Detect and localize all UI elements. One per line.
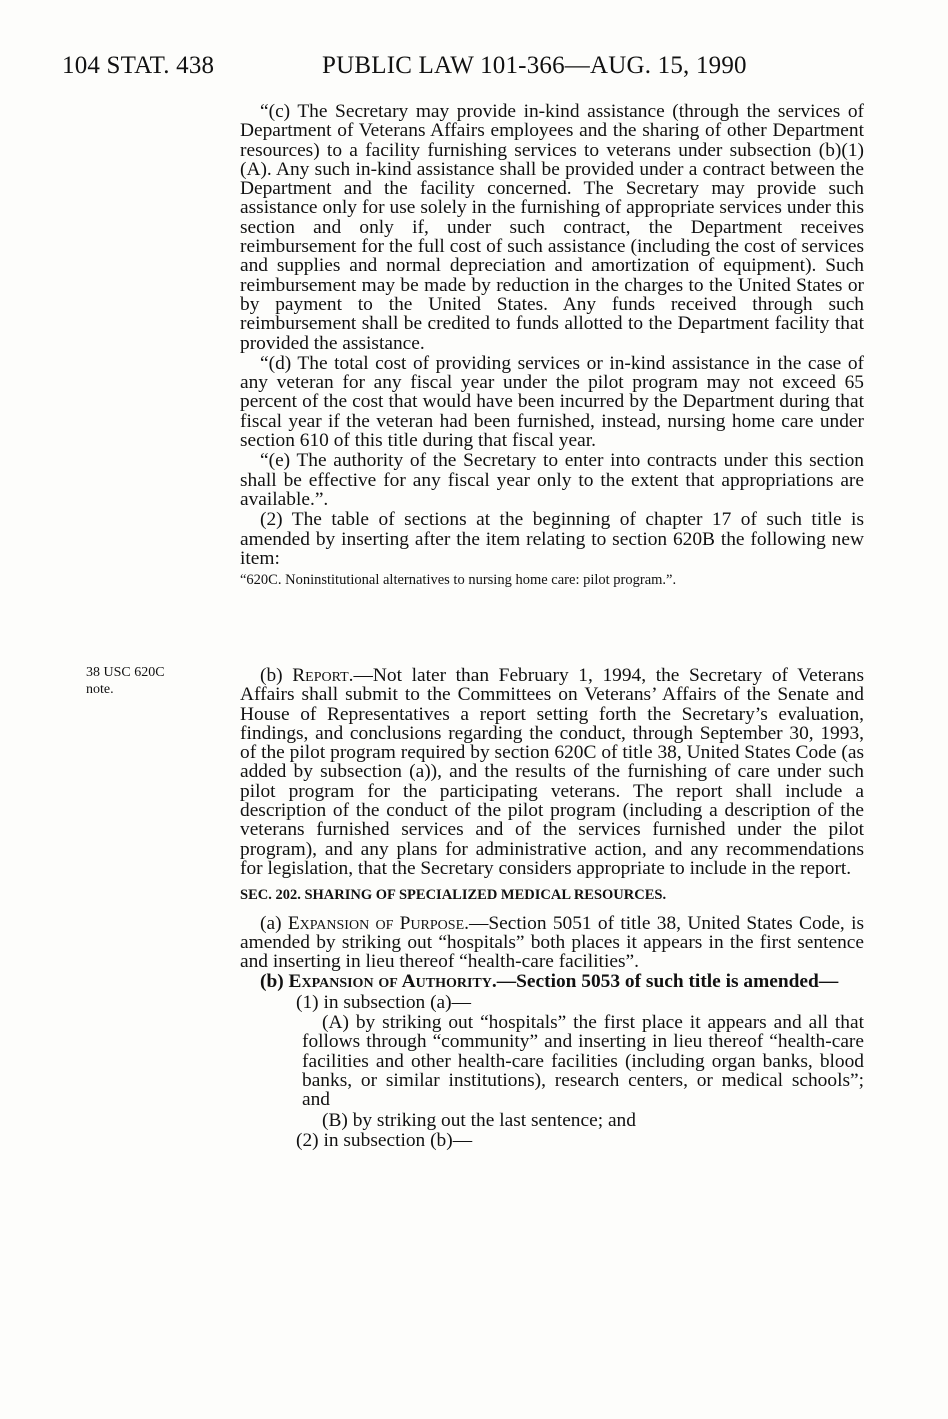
section-202-a-heading: Expansion of Purpose.: [287, 912, 469, 934]
section-202-b: [240, 972, 864, 991]
report-text: —Not later than February 1, 1994, the Secretary of Veterans Affairs shall submit to the Committees on Veterans’ Affairs of the Senate and House of Representatives a report setting forth the Secretary’s evaluation, findings, and conclusions regarding the conduct, through September 30, 1993, of the pilot program required by section 620C of title 38, United States Code (as added by subsection (a)), and the results of the furnishing of care under such pilot program for the participating veterans. The report shall include a description of the conduct of the pilot program (including a description of the veterans furnished services and of the services furnished under the pilot program), and any plans for administrative action, and any recommendations for legislation, that the Secretary considers appropriate to include in the report.: [240, 665, 864, 879]
margin-note: [86, 664, 216, 698]
upper-body: [240, 102, 864, 589]
paragraph-c: “(c) The Secretary may provide in-kind assistance (through the services of Department of Veterans Affairs employees and the sharing of other Department resources) to a facility furnishing services to veterans under subsection (b)(1)(A). Any such in-kind assistance shall be provided under a contract between the Department and the facility concerned. The Secretary may provide such assistance only for use solely in the furnishing of appropriate services under this section and only if, under such contract, the Department receives reimbursement for the full cost of such assistance (including the cost of services and supplies and normal depreciation and amortization of equipment). Such reimbursement may be made by reduction in the charges to the United States or by payment to the United States. Any funds received through such reimbursement shall be credited to funds allotted to the Department facility that provided the assistance.: [240, 101, 864, 354]
margin-note-citation: 38 USC 620C: [86, 665, 165, 680]
section-202-a: [240, 914, 864, 972]
report-prefix: (b): [260, 665, 293, 686]
paragraph-d: “(d) The total cost of providing services or in-kind assistance in the case of any veteran for any fiscal year under the pilot program may not exceed 65 percent of the cost that would have been incurred by the Department during that fiscal year if the veteran had been furnished, instead, nursing home care under section 610 of this title during that fiscal year.: [240, 352, 864, 452]
paragraph-2: (2) The table of sections at the beginning of chapter 17 of such title is amended by inserting after the item relating to section 620B the following new item:: [240, 509, 864, 569]
lower-body: [240, 666, 864, 1150]
table-of-sections-item: “620C. Noninstitutional alternatives to nursing home care: pilot program.”.: [240, 572, 677, 589]
report-heading: Report.: [292, 665, 354, 686]
item-A: (A) by striking out “hospitals” the first place it appears and all that follows through “community” and inserting in lieu thereof “health-care facilities and other health-care facilities (including organ banks, blood banks, or similar institutions), research centers, or medical schools”; and: [302, 1012, 864, 1111]
statute-page-number: 104 STAT. 438: [62, 52, 215, 79]
section-202-b-text: —Section 5053 of such title is amended—: [496, 971, 839, 993]
section-202-a-prefix: (a): [260, 912, 288, 934]
item-B: (B) by striking out the last sentence; and: [322, 1109, 636, 1131]
item-1: (1) in subsection (a)—: [296, 991, 472, 1013]
report-paragraph: [240, 666, 864, 878]
section-202-b-heading: Expansion of Authority.: [288, 971, 497, 993]
section-202-heading: SEC. 202. SHARING OF SPECIALIZED MEDICAL RESOURCES.: [240, 887, 667, 904]
margin-note-label: note.: [86, 682, 114, 697]
item-2: (2) in subsection (b)—: [296, 1129, 473, 1151]
page-running-head: PUBLIC LAW 101-366—AUG. 15, 1990: [322, 52, 747, 79]
paragraph-e: “(e) The authority of the Secretary to enter into contracts under this section shall be effective for any fiscal year only to the extent that appropriations are available.”.: [240, 450, 864, 510]
section-202-a-text: —Section 5051 of title 38, United States Code, is amended by striking out “hospitals” both places it appears in the first sentence and inserting in lieu thereof “health-care facilities”.: [240, 912, 865, 973]
section-202-b-prefix: (b): [260, 971, 289, 993]
